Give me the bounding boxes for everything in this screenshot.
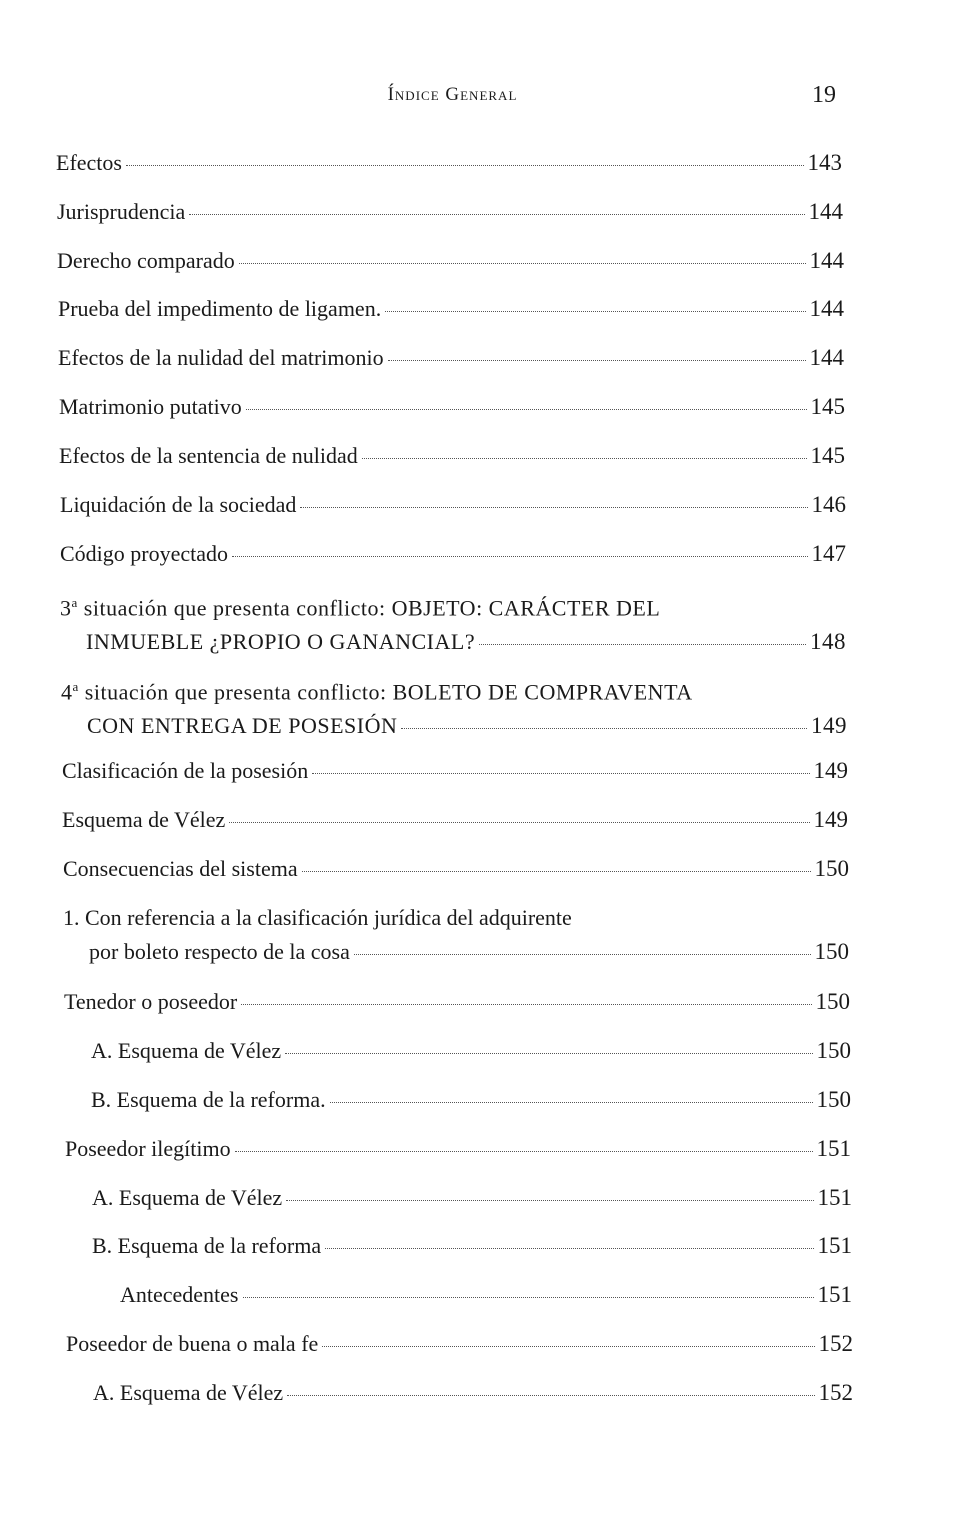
toc-entry [60,586,846,659]
toc-entry-page: 145 [810,443,845,468]
toc-entry [120,1278,852,1312]
dot-leader [241,1003,811,1005]
toc-entry-title: A. Esquema de Vélez [92,1185,283,1210]
running-header [0,84,958,114]
dot-leader [401,727,807,729]
toc-entry-page: 145 [810,394,845,419]
toc-entry-page: 144 [809,248,844,273]
dot-leader [479,643,806,645]
toc-entry-page: 151 [816,1136,851,1161]
toc-entry-title: A. Esquema de Vélez [93,1380,284,1405]
toc-entry-page: 143 [807,150,842,175]
ordinal-suffix: a [71,595,78,610]
toc-entry-page: 152 [818,1380,853,1405]
toc-entry-title-continued: por boleto respecto de la cosa [89,939,350,964]
situation-number: 4 [61,679,73,705]
dot-leader [322,1345,814,1347]
toc-entry-page: 151 [817,1282,852,1307]
toc-entry-page: 150 [816,1087,851,1112]
dot-leader [235,1150,813,1152]
toc-entry-page: 144 [809,345,844,370]
dot-leader [385,310,805,312]
toc-entry-title: Jurisprudencia [57,199,186,224]
toc-entry [93,1376,853,1410]
dot-leader [285,1052,812,1054]
toc-entry-page: 152 [818,1331,853,1356]
toc-entry-title: B. Esquema de la reforma [92,1233,322,1258]
toc-entry [63,901,849,969]
toc-entry [63,852,849,886]
toc-entry [56,146,842,180]
running-title: Índice General [387,84,518,105]
dot-leader [300,506,807,508]
dot-leader [302,870,811,872]
toc-entry [61,670,847,743]
toc-entry-title: Efectos [56,150,122,175]
toc-entry-page: 149 [811,713,847,739]
dot-leader [325,1247,813,1249]
dot-leader [286,1199,813,1201]
toc-entry-title: situación que presenta conflicto: BOLETO DE COMPRAVENTA [78,679,693,705]
toc-entry-page: 144 [809,296,844,321]
toc-entry-title: A. Esquema de Vélez [91,1038,282,1063]
dot-leader [239,262,806,264]
dot-leader [232,555,807,557]
toc-entry-page: 147 [811,541,846,566]
toc-entry [91,1083,851,1117]
dot-leader [354,953,811,955]
toc-entry-page: 150 [814,856,849,881]
toc-entry-title: Derecho comparado [57,248,235,273]
toc-entry-title: Código proyectado [60,541,229,566]
toc-entry [92,1229,852,1263]
dot-leader [287,1394,814,1396]
toc-entry-title: Prueba del impedimento de ligamen. [58,296,382,321]
ordinal-suffix: a [72,679,79,694]
dot-leader [189,213,804,215]
dot-leader [388,359,806,361]
toc-entry-page: 146 [811,492,846,517]
toc-entry [58,341,844,375]
toc-entry [64,985,850,1019]
situation-number: 3 [60,595,72,621]
dot-leader [312,772,809,774]
toc-entry-page: 149 [813,807,848,832]
toc-entry-title-continued: CON ENTREGA DE POSESIÓN [87,713,398,739]
toc-entry-title: Clasificación de la posesión [62,758,309,783]
dot-leader [362,457,807,459]
dot-leader [229,821,809,823]
toc-entry-title: Efectos de la sentencia de nulidad [59,443,358,468]
toc-entry [59,439,845,473]
toc-entry [60,488,846,522]
toc-entry [57,244,844,278]
toc-entry [59,390,845,424]
toc-entry [65,1132,851,1166]
toc-entry [57,195,843,229]
toc-entry-title-continued: INMUEBLE ¿PROPIO O GANANCIAL? [86,629,476,655]
dot-leader [126,164,804,166]
dot-leader [330,1101,813,1103]
page-number: 19 [812,82,836,108]
toc-entry [60,537,846,571]
toc-entry-page: 150 [816,1038,851,1063]
toc-entry-page: 151 [817,1233,852,1258]
toc-entry-title: Tenedor o poseedor [64,989,238,1014]
toc-entry-title: Poseedor de buena o mala fe [66,1331,319,1356]
toc-entry-page: 151 [817,1185,852,1210]
toc-entry-page: 148 [810,629,846,655]
toc-entry-title: Poseedor ilegítimo [65,1136,231,1161]
toc-entry-title: Liquidación de la sociedad [60,492,297,517]
toc-entry [66,1327,853,1361]
toc-entry-title: Matrimonio putativo [59,394,242,419]
toc-entry-page: 150 [815,989,850,1014]
toc-entry-title: 1. Con referencia a la clasificación jurídica del adquirente [63,905,572,930]
toc-entry [58,292,844,326]
toc-entry [92,1181,852,1215]
toc-entry-page: 150 [814,939,849,964]
dot-leader [246,408,807,410]
dot-leader [243,1296,814,1298]
toc-entry [62,754,848,788]
toc-entry-title: situación que presenta conflicto: OBJETO: CARÁCTER DEL [77,595,661,621]
toc-entry-title: Esquema de Vélez [62,807,226,832]
toc-entry-title: Consecuencias del sistema [63,856,298,881]
toc-entry-title: B. Esquema de la reforma. [91,1087,326,1112]
toc-entry-page: 144 [808,199,843,224]
toc-entry-title: Antecedentes [120,1282,239,1307]
toc-entry [62,803,848,837]
toc-entry [91,1034,851,1068]
toc-entry-title: Efectos de la nulidad del matrimonio [58,345,384,370]
toc-entry-page: 149 [813,758,848,783]
